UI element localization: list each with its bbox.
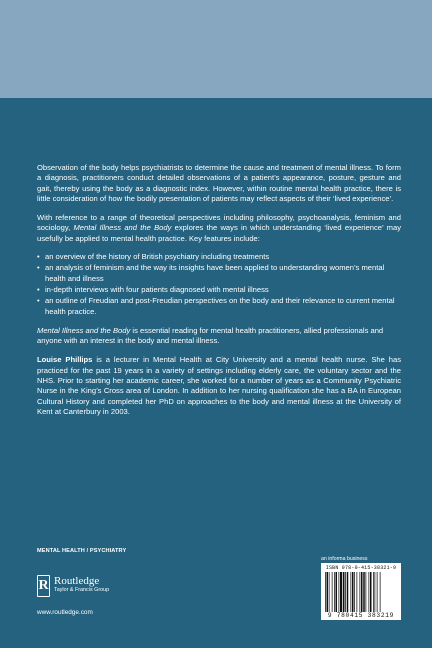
author-bio (37, 355, 401, 417)
p2-intro: With reference to a range of theoretical perspectives including philosophy, psychoanalysis, feminism and sociology, (37, 213, 401, 233)
routledge-r-icon: R (37, 575, 50, 597)
back-cover-text (37, 163, 401, 417)
description-paragraph-1: Observation of the body helps psychiatrists to determine the cause and treatment of mental illness. To form a diagnosis, practitioners conduct detailed observations of a patient’s appearance, posture, gesture and gait, thereby using the body as a diagnostic index. However, within routine mental health practice, there is little consideration of how the bodily presentation of patients may reflect aspects of their ‘lived experience’. (37, 163, 401, 203)
feature-item: • an analysis of feminism and the way its insights have been applied to understanding women’s mental health and illness (37, 263, 401, 284)
book-title-mention: Mental Illness and the Body (73, 223, 172, 233)
barcode-bars-icon (325, 572, 397, 612)
isbn-barcode (321, 563, 401, 620)
barcode-digits: 9 780415 383219 (327, 612, 395, 619)
publisher-wordmark (54, 575, 109, 594)
key-features-list (37, 252, 401, 317)
isbn-label: ISBN 978-0-415-38321-9 (325, 565, 397, 571)
publisher-group: Taylor & Francis Group (54, 587, 110, 593)
publisher-website: www.routledge.com (37, 609, 93, 616)
top-color-band (0, 0, 432, 98)
feature-item: • an overview of the history of British psychiatry including treatments (37, 252, 401, 262)
book-title-mention: Mental Illness and the Body (37, 325, 131, 335)
description-paragraph-2 (37, 213, 401, 244)
p3-rest: is essential reading for mental health practitioners, allied professionals and anyone with an interest in the body and mental illness. (37, 325, 384, 346)
description-paragraph-3 (37, 326, 401, 347)
feature-item: • in-depth interviews with four patients diagnosed with mental illness (37, 285, 401, 295)
feature-item: • an outline of Freudian and post-Freudian perspectives on the body and their relevance to current mental health practice. (37, 296, 401, 317)
author-bio-text: is a lecturer in Mental Health at City University and a mental health nurse. She has practiced for the past 19 years in a variety of settings including elderly care, the voluntary sector and the NHS. Prior to starting her academic career, she worked for a number of years as a Community Psychiatric Nurse in the King’s Cross area of London. In addition to her nursing qualification she has a BA in European Cultural History and completed her PhD on approaches to the body and mental illness at the University of Kent at Canterbury in 2003. (37, 355, 402, 416)
author-name: Louise Phillips (37, 355, 93, 365)
subject-category: MENTAL HEALTH / PSYCHIATRY (37, 548, 127, 554)
p2-rest: explores the ways in which understanding ‘lived experience’ may usefully be applied to mental health practice. Key features include: (37, 223, 401, 243)
informa-tagline: an informa business (321, 556, 368, 562)
publisher-name: Routledge (54, 575, 100, 587)
publisher-logo (37, 575, 109, 597)
